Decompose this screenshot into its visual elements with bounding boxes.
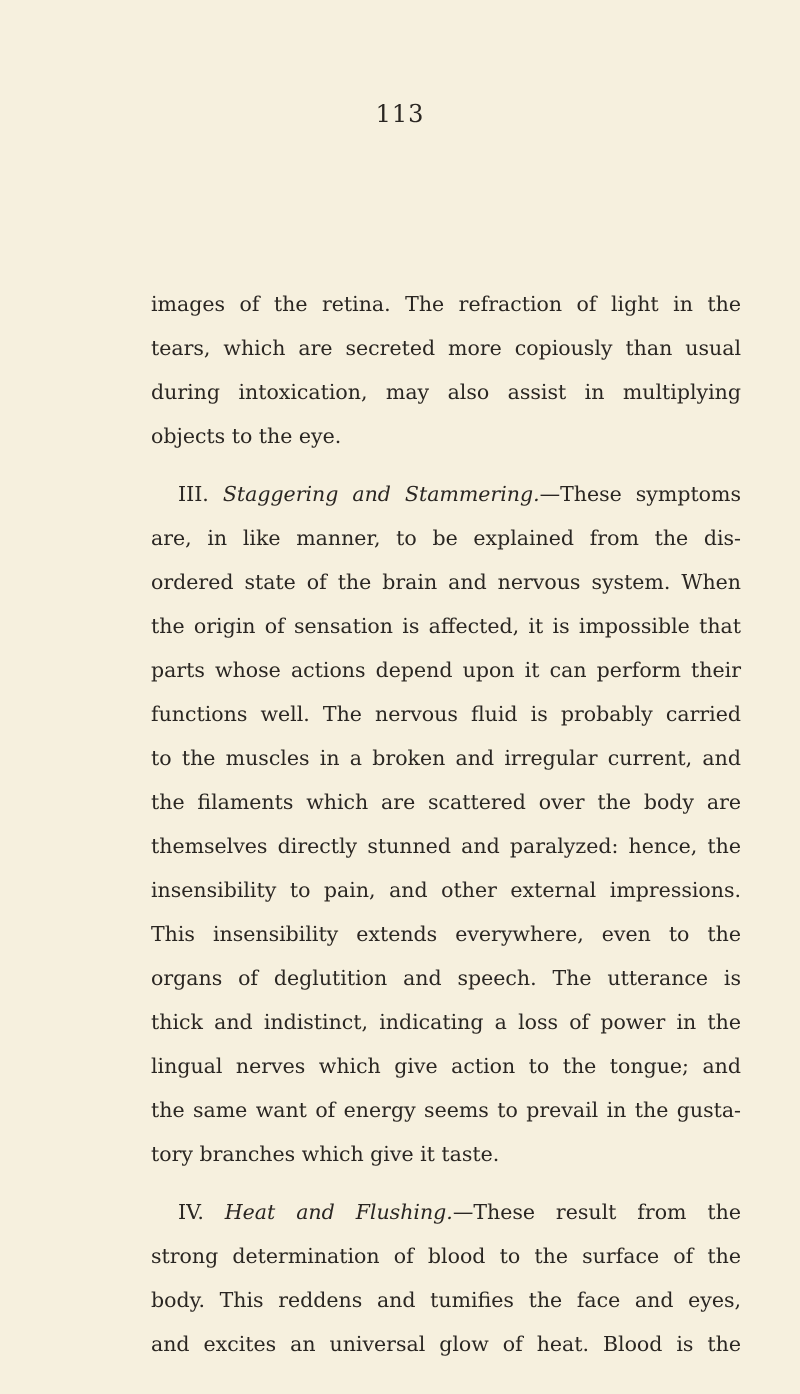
text-line: thick and indistinct, indicating a loss of power in the bbox=[151, 1010, 741, 1034]
heading-line-text: —These result from the bbox=[452, 1200, 741, 1224]
text-line: themselves directly stunned and paralyzed: hence, the bbox=[151, 834, 741, 858]
text-line: insensibility to pain, and other external impressions. bbox=[151, 878, 741, 902]
text-line: the filaments which are scattered over the body are bbox=[151, 790, 741, 814]
section-numeral: III. bbox=[178, 482, 209, 506]
text-line: ordered state of the brain and nervous system. When bbox=[151, 570, 741, 594]
text-line: and excites an universal glow of heat. Blood is the bbox=[151, 1332, 741, 1356]
section-heading: Staggering and Stammering. bbox=[222, 482, 540, 506]
text-line: parts whose actions depend upon it can perform their bbox=[151, 658, 741, 682]
text-line: tory branches which give it taste. bbox=[151, 1142, 500, 1166]
text-line: This insensibility extends everywhere, even to the bbox=[151, 922, 741, 946]
page-number: 113 bbox=[375, 100, 425, 128]
text-line: the origin of sensation is affected, it is impossible that bbox=[151, 614, 741, 638]
section-heading: Heat and Flushing. bbox=[224, 1200, 453, 1224]
section-heading-line bbox=[178, 474, 741, 514]
text-line: objects to the eye. bbox=[151, 424, 342, 448]
section-heading-line bbox=[178, 1192, 741, 1232]
text-line: body. This reddens and tumifies the face and eyes, bbox=[151, 1288, 741, 1312]
text-line: organs of deglutition and speech. The utterance is bbox=[151, 966, 741, 990]
text-line: are, in like manner, to be explained from the dis- bbox=[151, 526, 741, 550]
text-line: to the muscles in a broken and irregular current, and bbox=[151, 746, 741, 770]
text-line: strong determination of blood to the surface of the bbox=[151, 1244, 741, 1268]
text-line: tears, which are secreted more copiously than usual bbox=[151, 336, 741, 360]
text-line: during intoxication, may also assist in multiplying bbox=[151, 380, 741, 404]
text-line: the same want of energy seems to prevail in the gusta- bbox=[151, 1098, 741, 1122]
heading-line-text: —These symptoms bbox=[539, 482, 741, 506]
section-numeral: IV. bbox=[178, 1200, 204, 1224]
text-line: functions well. The nervous fluid is probably carried bbox=[151, 702, 741, 726]
text-line: lingual nerves which give action to the tongue; and bbox=[151, 1054, 741, 1078]
text-line: images of the retina. The refraction of light in the bbox=[151, 292, 741, 316]
